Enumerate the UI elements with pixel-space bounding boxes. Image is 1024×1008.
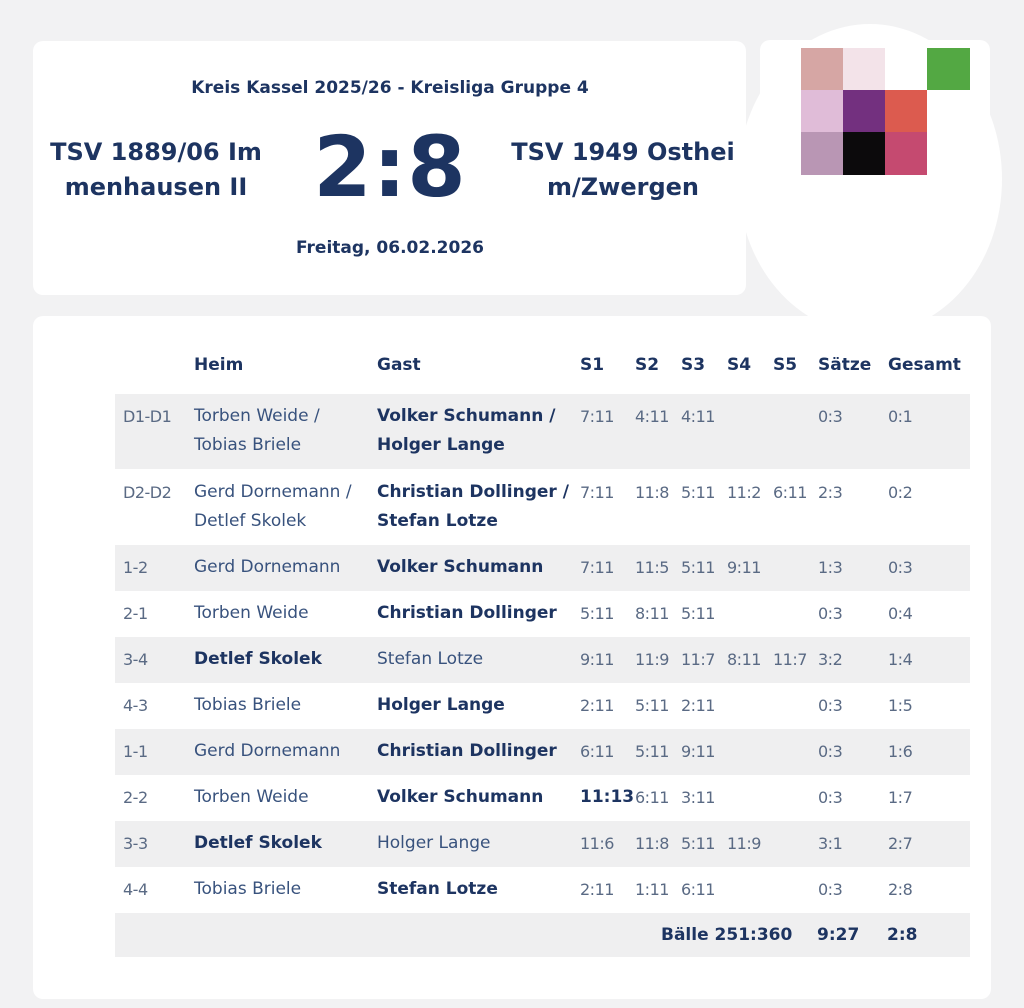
game-label: D1-D1: [123, 407, 172, 426]
set-score: 6:11: [773, 483, 807, 502]
saetze-score: 3:1: [818, 834, 843, 853]
set-score: 2:11: [681, 696, 715, 715]
set-score: 7:11: [580, 483, 614, 502]
set-score: 11:2: [727, 483, 761, 502]
league-title: Kreis Kassel 2025/26 - Kreisliga Gruppe 4: [191, 78, 589, 98]
set-score: 7:11: [580, 407, 614, 426]
set-score: 6:11: [580, 742, 614, 761]
set-score: 6:11: [635, 788, 669, 807]
set-score: 11:7: [681, 650, 715, 669]
guest-player: Stefan Lotze: [377, 879, 498, 899]
logo-tile: [885, 48, 928, 91]
gesamt-score: 0:1: [888, 407, 913, 426]
home-player: Detlef Skolek: [194, 649, 322, 669]
home-player: Gerd Dornemann: [194, 557, 341, 577]
final-score: 2:8: [313, 118, 467, 216]
set-score: 9:11: [580, 650, 614, 669]
match-date: Freitag, 06.02.2026: [296, 238, 484, 258]
home-player: Torben Weide /: [194, 406, 320, 426]
set-score: 2:11: [580, 696, 614, 715]
home-player: Detlef Skolek: [194, 511, 307, 531]
game-label: 3-3: [123, 834, 148, 853]
gesamt-score: 1:7: [888, 788, 913, 807]
column-header: Gast: [377, 355, 421, 375]
table-row[interactable]: [115, 394, 970, 469]
gesamt-score: 1:6: [888, 742, 913, 761]
guest-player: Stefan Lotze: [377, 649, 484, 669]
guest-player: Holger Lange: [377, 833, 491, 853]
logo-tile: [885, 90, 928, 133]
guest-player: Stefan Lotze: [377, 511, 498, 531]
logo-tile: [927, 132, 970, 175]
logo-tile: [843, 90, 886, 133]
set-score: 9:11: [727, 558, 761, 577]
guest-player: Volker Schumann /: [377, 406, 556, 426]
gesamt-total: 2:8: [887, 925, 918, 945]
set-score: 11:8: [635, 834, 669, 853]
set-score: 11:5: [635, 558, 669, 577]
saetze-score: 0:3: [818, 788, 843, 807]
game-label: D2-D2: [123, 483, 172, 502]
home-team-line: menhausen II: [64, 173, 248, 201]
set-score: 11:8: [635, 483, 669, 502]
saetze-score: 1:3: [818, 558, 843, 577]
set-score: 5:11: [681, 558, 715, 577]
set-score: 7:11: [580, 558, 614, 577]
saetze-total: 9:27: [817, 925, 860, 945]
logo-tile: [927, 48, 970, 91]
game-label: 3-4: [123, 650, 148, 669]
club-logo: [801, 48, 971, 176]
set-score: 11:9: [727, 834, 761, 853]
set-score: 9:11: [681, 742, 715, 761]
set-score: 3:11: [681, 788, 715, 807]
table-row[interactable]: [115, 591, 970, 637]
set-score: 11:9: [635, 650, 669, 669]
table-row[interactable]: [115, 683, 970, 729]
set-score: 11:13: [580, 787, 635, 807]
logo-tile: [801, 132, 844, 175]
guest-player: Holger Lange: [377, 435, 505, 455]
column-header: S3: [681, 355, 706, 375]
table-row[interactable]: [115, 867, 970, 913]
set-score: 5:11: [580, 604, 614, 623]
set-score: 4:11: [635, 407, 669, 426]
home-player: Gerd Dornemann: [194, 741, 341, 761]
table-row[interactable]: [115, 821, 970, 867]
guest-player: Christian Dollinger /: [377, 482, 569, 502]
table-row[interactable]: [115, 545, 970, 591]
column-header: Gesamt: [888, 355, 961, 375]
home-player: Tobias Briele: [194, 879, 302, 899]
game-label: 4-4: [123, 880, 148, 899]
home-player: Torben Weide: [194, 787, 309, 807]
column-header: S5: [773, 355, 798, 375]
gesamt-score: 0:2: [888, 483, 913, 502]
gesamt-score: 2:7: [888, 834, 913, 853]
guest-player: Christian Dollinger: [377, 741, 557, 761]
guest-team-name[interactable]: [503, 135, 743, 205]
set-score: 5:11: [681, 834, 715, 853]
home-player: Tobias Briele: [194, 695, 302, 715]
game-label: 1-1: [123, 742, 148, 761]
gesamt-score: 0:3: [888, 558, 913, 577]
guest-player: Holger Lange: [377, 695, 505, 715]
home-player: Detlef Skolek: [194, 833, 322, 853]
column-header: Sätze: [818, 355, 872, 375]
set-score: 5:11: [681, 604, 715, 623]
balls-total: Bälle 251:360: [661, 925, 793, 945]
logo-tile: [843, 48, 886, 91]
table-row[interactable]: [115, 729, 970, 775]
saetze-score: 2:3: [818, 483, 843, 502]
logo-tile: [843, 132, 886, 175]
logo-tile: [801, 90, 844, 133]
guest-player: Volker Schumann: [377, 787, 544, 807]
set-score: 2:11: [580, 880, 614, 899]
column-header: S1: [580, 355, 605, 375]
set-score: 1:11: [635, 880, 669, 899]
home-player: Gerd Dornemann /: [194, 482, 352, 502]
saetze-score: 0:3: [818, 880, 843, 899]
saetze-score: 0:3: [818, 742, 843, 761]
table-row[interactable]: [115, 470, 970, 545]
set-score: 4:11: [681, 407, 715, 426]
saetze-score: 0:3: [818, 604, 843, 623]
set-score: 5:11: [681, 483, 715, 502]
gesamt-score: 1:4: [888, 650, 913, 669]
guest-team-line: m/Zwergen: [546, 173, 699, 201]
gesamt-score: 2:8: [888, 880, 913, 899]
column-header: S4: [727, 355, 752, 375]
set-score: 5:11: [635, 696, 669, 715]
totals-row: [115, 913, 970, 957]
home-team-line: TSV 1889/06 Im: [50, 138, 262, 166]
saetze-score: 0:3: [818, 696, 843, 715]
logo-tile: [927, 90, 970, 133]
set-score: 8:11: [635, 604, 669, 623]
set-score: 8:11: [727, 650, 761, 669]
home-player: Tobias Briele: [194, 435, 302, 455]
set-score: 6:11: [681, 880, 715, 899]
guest-player: Christian Dollinger: [377, 603, 557, 623]
game-label: 1-2: [123, 558, 148, 577]
set-score: 5:11: [635, 742, 669, 761]
guest-team-line: TSV 1949 Osthei: [511, 138, 735, 166]
home-team-name[interactable]: [36, 135, 276, 205]
game-label: 2-2: [123, 788, 148, 807]
logo-tile: [801, 48, 844, 91]
column-header: S2: [635, 355, 660, 375]
game-label: 4-3: [123, 696, 148, 715]
guest-player: Volker Schumann: [377, 557, 544, 577]
saetze-score: 0:3: [818, 407, 843, 426]
saetze-score: 3:2: [818, 650, 843, 669]
column-header: Heim: [194, 355, 244, 375]
table-row[interactable]: [115, 637, 970, 683]
gesamt-score: 0:4: [888, 604, 913, 623]
home-player: Torben Weide: [194, 603, 309, 623]
logo-tile: [885, 132, 928, 175]
gesamt-score: 1:5: [888, 696, 913, 715]
set-score: 11:6: [580, 834, 614, 853]
set-score: 11:7: [773, 650, 807, 669]
game-label: 2-1: [123, 604, 148, 623]
table-row[interactable]: [115, 775, 970, 821]
